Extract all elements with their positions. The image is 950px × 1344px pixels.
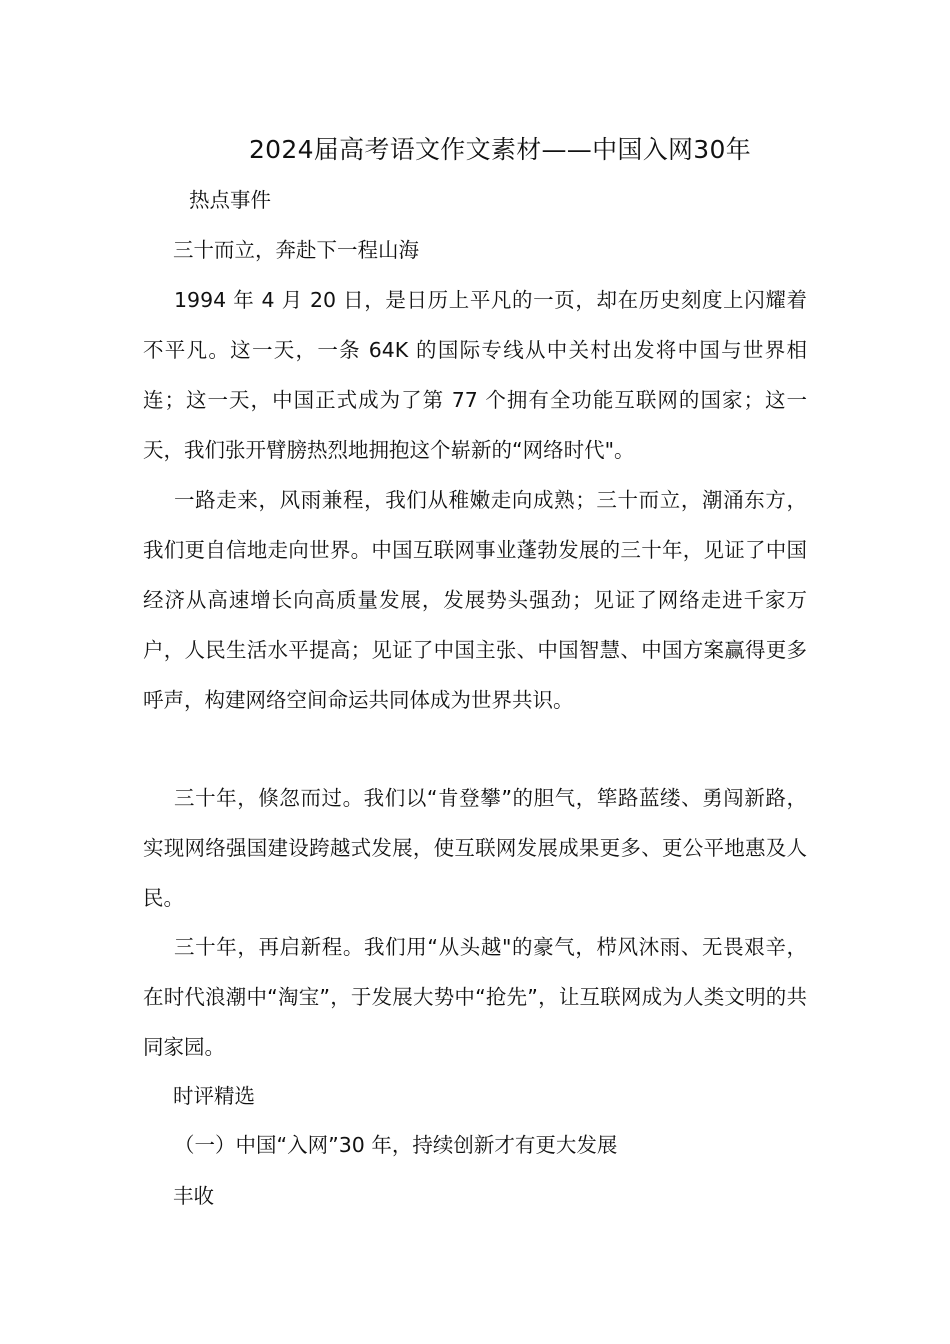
- paragraph-2: 一路走来，风雨兼程，我们从稚嫩走向成熟；三十而立，潮涌东方，我们更自信地走向世界。中国互联网事业蓬勃发展的三十年，见证了中国经济从高速增长向高质量发展，发展势头强劲；见证了网络走进千家万户，人民生活水平提高；见证了中国主张、中国智慧、中国方案赢得更多呼声，构建网络空间命运共同体成为世界共识。: [143, 488, 807, 712]
- document-title: 2024届高考语文作文素材——中国入网30年: [248, 135, 752, 164]
- paragraph-4: 三十年，再启新程。我们用“从头越"的豪气，栉风沐雨、无畏艰辛，在时代浪潮中“淘宝”，于发展大势中“抢先”，让互联网成为人类文明的共同家园。: [143, 935, 807, 1059]
- subtitle: 三十而立，奔赴下一程山海: [173, 238, 419, 262]
- section-heading-commentary: 时评精选: [173, 1084, 255, 1108]
- paragraph-3: 三十年，倏忽而过。我们以“肯登攀”的胆气，筚路蓝缕、勇闯新路，实现网络强国建设跨越式发展，使互联网发展成果更多、更公平地惠及人民。: [143, 786, 807, 910]
- article-title: （一）中国“入网”30 年，持续创新才有更大发展: [174, 1133, 618, 1157]
- author-name: 丰收: [173, 1184, 214, 1208]
- paragraph-1: 1994 年 4 月 20 日，是日历上平凡的一页，却在历史刻度上闪耀着不平凡。这一天，一条 64K 的国际专线从中关村出发将中国与世界相连；这一天，中国正式成为了第 77 个拥有全功能互联网的国家；这一天，我们张开臂膀热烈地拥抱这个崭新的“网络时代"。: [143, 288, 807, 462]
- section-heading-hot-events: 热点事件: [189, 188, 271, 212]
